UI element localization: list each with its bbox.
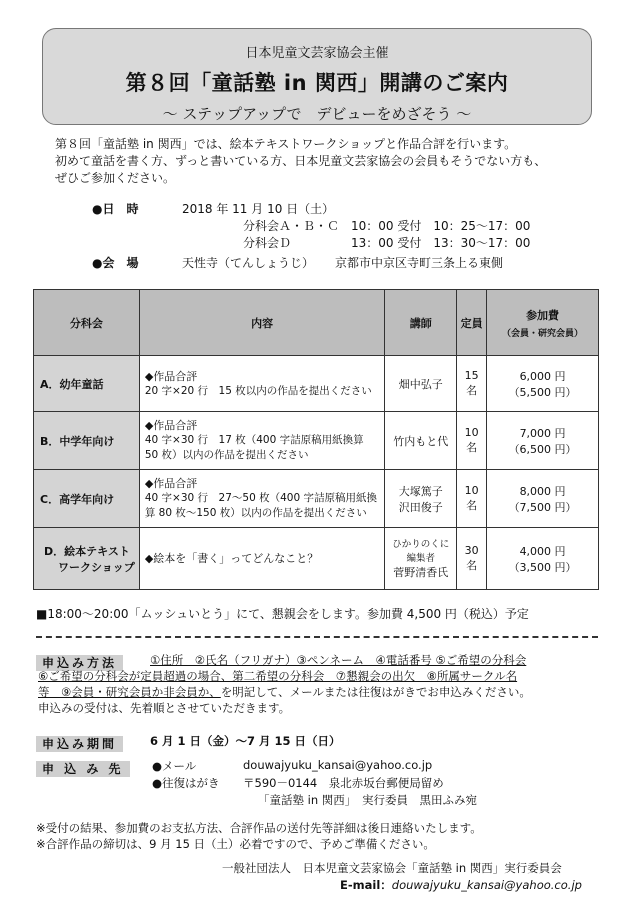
- note-line: ※受付の結果、参加費のお支払方法、合評作品の送付先等詳細は後日連絡いたします。: [36, 821, 482, 835]
- period-label: [36, 733, 123, 752]
- venue-name: 天性寺（てんしょうじ）: [182, 256, 315, 270]
- content-head: ◆作品合評: [144, 419, 198, 432]
- table-row: [34, 528, 599, 590]
- capacity-unit: 名: [466, 441, 478, 454]
- session-name: C．高学年向け: [34, 470, 140, 528]
- capacity: [457, 356, 487, 412]
- capacity: [457, 470, 487, 528]
- intro-text: [55, 136, 595, 187]
- session-table: [33, 289, 599, 590]
- lecturer: 畑中弘子: [385, 356, 457, 412]
- method-line: ①住所 ②氏名（フリガナ）③ペンネーム ④電話番号 ⑤ご希望の分科会: [150, 653, 527, 667]
- venue-address: 京都市中京区寺町三条上る東側: [335, 256, 504, 270]
- intro-line: 第８回「童話塾 in 関西」では、絵本テキストワークショップと作品合評を行います。: [55, 137, 517, 151]
- session-name-line: D．絵本テキスト: [44, 544, 130, 558]
- method-line-plain: を明記して、メールまたは往復はがきでお申込みください。: [220, 685, 531, 699]
- lecturer: 竹内もと代: [385, 412, 457, 470]
- mail-address: douwajyuku_kansai@yahoo.co.jp: [243, 758, 433, 772]
- fee-label: 参加費: [526, 308, 560, 322]
- venue-label: ●会 場: [92, 256, 139, 270]
- intro-line: 初めて童話を書く方、ずっと書いている方、日本児童文芸家協会の会員もそうでない方も、: [55, 154, 547, 168]
- page-title: 第８回「童話塾 in 関西」開講のご案内: [125, 71, 509, 95]
- capacity: [457, 528, 487, 590]
- fee-general: 7,000 円: [519, 426, 566, 440]
- session-name: B．中学年向け: [34, 412, 140, 470]
- method-line: ⑥ご希望の分科会が定員超過の場合、第二希望の分科会 ⑦懇親会の出欠 ⑧所属サークル名: [38, 669, 518, 683]
- date-label: ●日 時: [92, 202, 139, 216]
- fee-member: （6,500 円）: [508, 442, 577, 456]
- capacity-number: 15: [464, 369, 479, 382]
- destination-label: [36, 758, 130, 777]
- title-banner: [42, 28, 592, 125]
- content-detail: 40 字×30 行 17 枚（400 字詰原稿用紙換算 50 枚）以内の作品を提出ください: [144, 434, 364, 461]
- lecturer-role: 編集者: [406, 552, 435, 564]
- page-subtitle: ～ ステップアップで デビューをめざそう ～: [162, 105, 472, 123]
- fee: [487, 470, 599, 528]
- session-content: [139, 356, 385, 412]
- capacity-unit: 名: [466, 384, 478, 397]
- header-session: 分科会: [34, 290, 140, 356]
- lecturer-affiliation: ひかりのくに: [392, 538, 450, 550]
- footer-email: [340, 877, 582, 893]
- table-row: [34, 412, 599, 470]
- footer-org: 一般社団法人 日本児童文芸家協会「童話塾 in 関西」実行委員会: [222, 861, 562, 875]
- header-fee: [487, 290, 599, 356]
- capacity: [457, 412, 487, 470]
- header-content: 内容: [139, 290, 385, 356]
- session-content: [139, 470, 385, 528]
- method-line-underlined: 等 ⑨会員・研究会員か非会員か、: [38, 685, 221, 699]
- fee-general: 6,000 円: [519, 369, 566, 383]
- fee: [487, 528, 599, 590]
- lecturer-name: 菅野清香氏: [393, 565, 449, 579]
- header-capacity: 定員: [457, 290, 487, 356]
- fee-member: （3,500 円）: [508, 560, 577, 574]
- period-label-text: 申込み期間: [36, 736, 123, 752]
- method-line: [38, 684, 531, 700]
- method-label-text: 申込み方法: [36, 655, 123, 671]
- session-name: [34, 528, 140, 590]
- session-content: [139, 528, 385, 590]
- postcard-label: ●往復はがき: [152, 776, 220, 790]
- fee-general: 8,000 円: [519, 484, 566, 498]
- method-line: 申込みの受付は、先着順とさせていただきます。: [38, 701, 291, 715]
- content-detail: 40 字×30 行 27～50 枚（400 字詰原稿用紙換算 80 枚～150 枚）以内の作品を提出ください: [144, 492, 377, 519]
- mail-label: ●メール: [152, 759, 197, 773]
- fee-member: （7,500 円）: [508, 500, 577, 514]
- destination-label-text: 申 込 み 先: [36, 761, 130, 777]
- session-content: [139, 412, 385, 470]
- session-abc-time: 分科会Ａ・Ｂ・Ｃ 10：00 受付 10：25～17：00: [243, 219, 531, 233]
- table-row: [34, 470, 599, 528]
- capacity-number: 10: [464, 484, 479, 497]
- header-lecturer: 講師: [385, 290, 457, 356]
- application-period: 6 月 1 日（金）～7 月 15 日（日）: [150, 734, 341, 748]
- lecturer: [385, 470, 457, 528]
- note-line: ※合評作品の締切は、9 月 15 日（土）必着ですので、予めご準備ください。: [36, 837, 435, 851]
- fee: [487, 412, 599, 470]
- content-head: ◆作品合評: [144, 477, 198, 490]
- fee: [487, 356, 599, 412]
- event-date: 2018 年 11 月 10 日（土）: [182, 202, 335, 216]
- capacity-unit: 名: [466, 559, 478, 572]
- postcard-address: 〒590－0144 泉北赤坂台郵便局留め: [243, 776, 444, 790]
- capacity-number: 10: [464, 426, 479, 439]
- postcard-recipient: 「童話塾 in 関西」 実行委員 黒田ふみ宛: [258, 793, 478, 807]
- lecturer-name: 大塚篤子: [398, 484, 443, 498]
- session-name-line: ワークショップ: [58, 560, 135, 574]
- session-name: A．幼年童話: [34, 356, 140, 412]
- capacity-unit: 名: [466, 499, 478, 512]
- fee-general: 4,000 円: [519, 544, 566, 558]
- intro-line: ぜひご参加ください。: [55, 171, 176, 185]
- lecturer: [385, 528, 457, 590]
- fee-member-note: （会員・研究会員）: [502, 328, 584, 339]
- fee-member: （5,500 円）: [508, 385, 577, 399]
- footer-email-label: E-mail：: [340, 878, 392, 892]
- capacity-number: 30: [464, 544, 479, 557]
- content-detail: 20 字×20 行 15 枚以内の作品を提出ください: [144, 384, 372, 397]
- footer-email-address[interactable]: douwajyuku_kansai@yahoo.co.jp: [391, 878, 582, 892]
- divider: [36, 636, 598, 638]
- content-head: ◆作品合評: [144, 369, 198, 383]
- party-note: ■18:00～20:00「ムッシュいとう」にて、懇親会をします。参加費 4,500 円（税込）予定: [36, 607, 529, 621]
- session-d-time: 分科会Ｄ 13：00 受付 13：30～17：00: [243, 236, 531, 250]
- content-head: ◆絵本を「書く」ってどんなこと？: [144, 552, 319, 565]
- table-row: [34, 356, 599, 412]
- lecturer-name: 沢田俊子: [398, 500, 443, 514]
- organizer: 日本児童文芸家協会主催: [245, 46, 389, 61]
- table-header-row: [34, 290, 599, 356]
